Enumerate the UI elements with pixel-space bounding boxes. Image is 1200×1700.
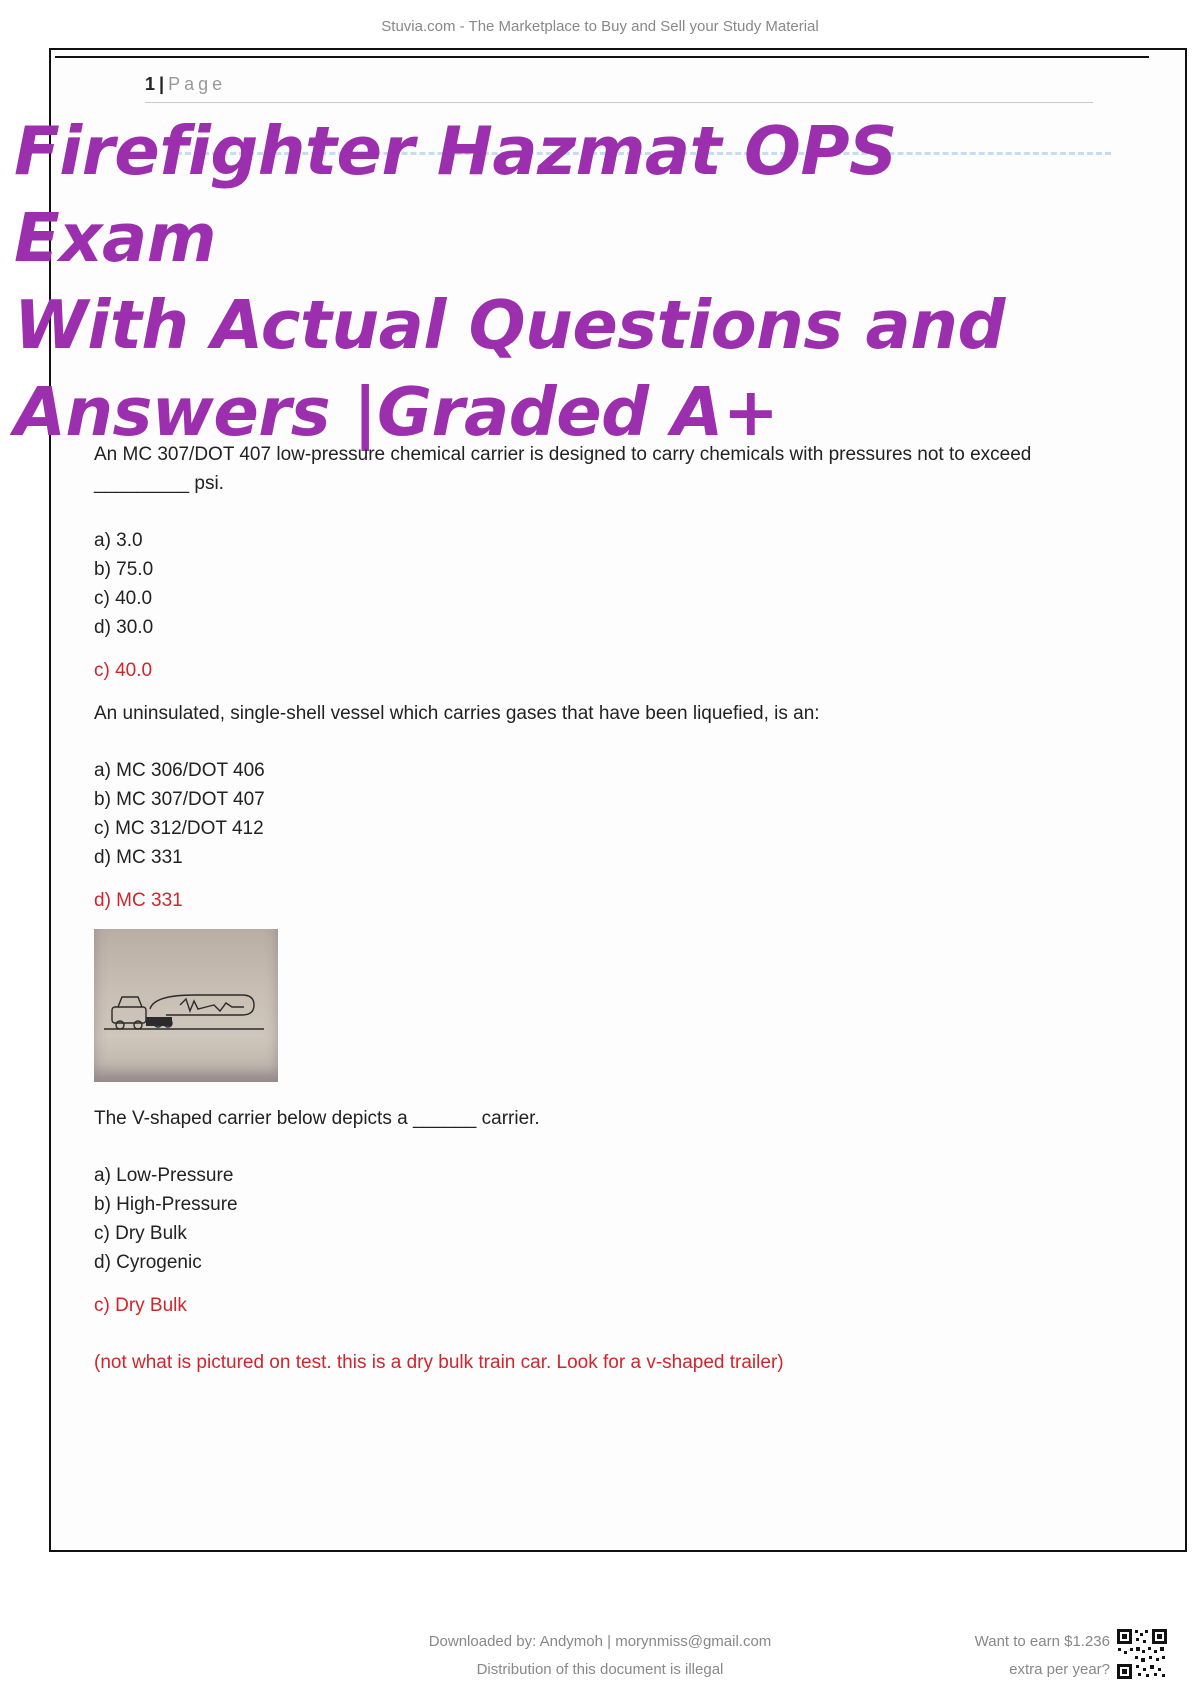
question-1-option-b: b) 75.0 [94,559,154,580]
question-3-option-c: c) Dry Bulk [94,1223,187,1244]
top-rule [55,56,1149,58]
page-header [145,74,1093,103]
question-2-option-c: c) MC 312/DOT 412 [94,818,264,839]
earn-promo-line-1: Want to earn $1.236 [974,1633,1110,1650]
tanker-sketch-icon [94,929,278,1082]
question-3-option-d: d) Cyrogenic [94,1252,202,1273]
question-3-options [94,1161,1054,1277]
qr-code-icon[interactable] [1116,1628,1168,1680]
question-2-text: An uninsulated, single-shell vessel which carries gases that have been liquefied, is an: [94,703,820,724]
question-2-answer: d) MC 331 [94,890,183,911]
footer-download-info [300,1628,900,1684]
question-3-note: (not what is pictured on test. this is a dry bulk train car. Look for a v-shaped trailer) [94,1352,784,1373]
distribution-notice: Distribution of this document is illegal [476,1661,724,1678]
question-3-answer: c) Dry Bulk [94,1295,187,1316]
earn-promo[interactable] [900,1628,1110,1684]
stuvia-banner: Stuvia.com - The Marketplace to Buy and Sell your Study Material [381,18,819,35]
question-3-option-b: b) High-Pressure [94,1194,238,1215]
question-1-text: An MC 307/DOT 407 low-pressure chemical carrier is designed to carry chemicals with pressures not to exceed _________ psi. [94,444,1032,494]
question-2-option-d: d) MC 331 [94,847,183,868]
question-3-text: The V-shaped carrier below depicts a ______ carrier. [94,1108,540,1129]
title-line-1: Firefighter Hazmat OPS Exam [14,112,897,277]
downloaded-by-text: Downloaded by: Andymoh | morynmiss@gmail.com [428,1633,772,1650]
question-1-options [94,526,1054,642]
question-1-option-a: a) 3.0 [94,530,143,551]
page-word: Page [168,74,227,94]
question-2-option-a: a) MC 306/DOT 406 [94,760,265,781]
page-number: 1 [145,74,156,94]
question-1-option-c: c) 40.0 [94,588,153,609]
earn-promo-line-2: extra per year? [1009,1661,1110,1678]
question-3-option-a: a) Low-Pressure [94,1165,234,1186]
question-2-options [94,756,1054,872]
question-1-option-d: d) 30.0 [94,617,154,638]
question-2-option-b: b) MC 307/DOT 407 [94,789,265,810]
question-1-answer: c) 40.0 [94,660,153,681]
document-title [14,108,1114,456]
tanker-sketch-image [94,929,278,1082]
title-line-3: Answers |Graded A+ [14,373,779,451]
question-list [94,440,1054,1377]
page-separator: | [159,74,165,94]
title-line-2: With Actual Questions and [14,286,1005,364]
